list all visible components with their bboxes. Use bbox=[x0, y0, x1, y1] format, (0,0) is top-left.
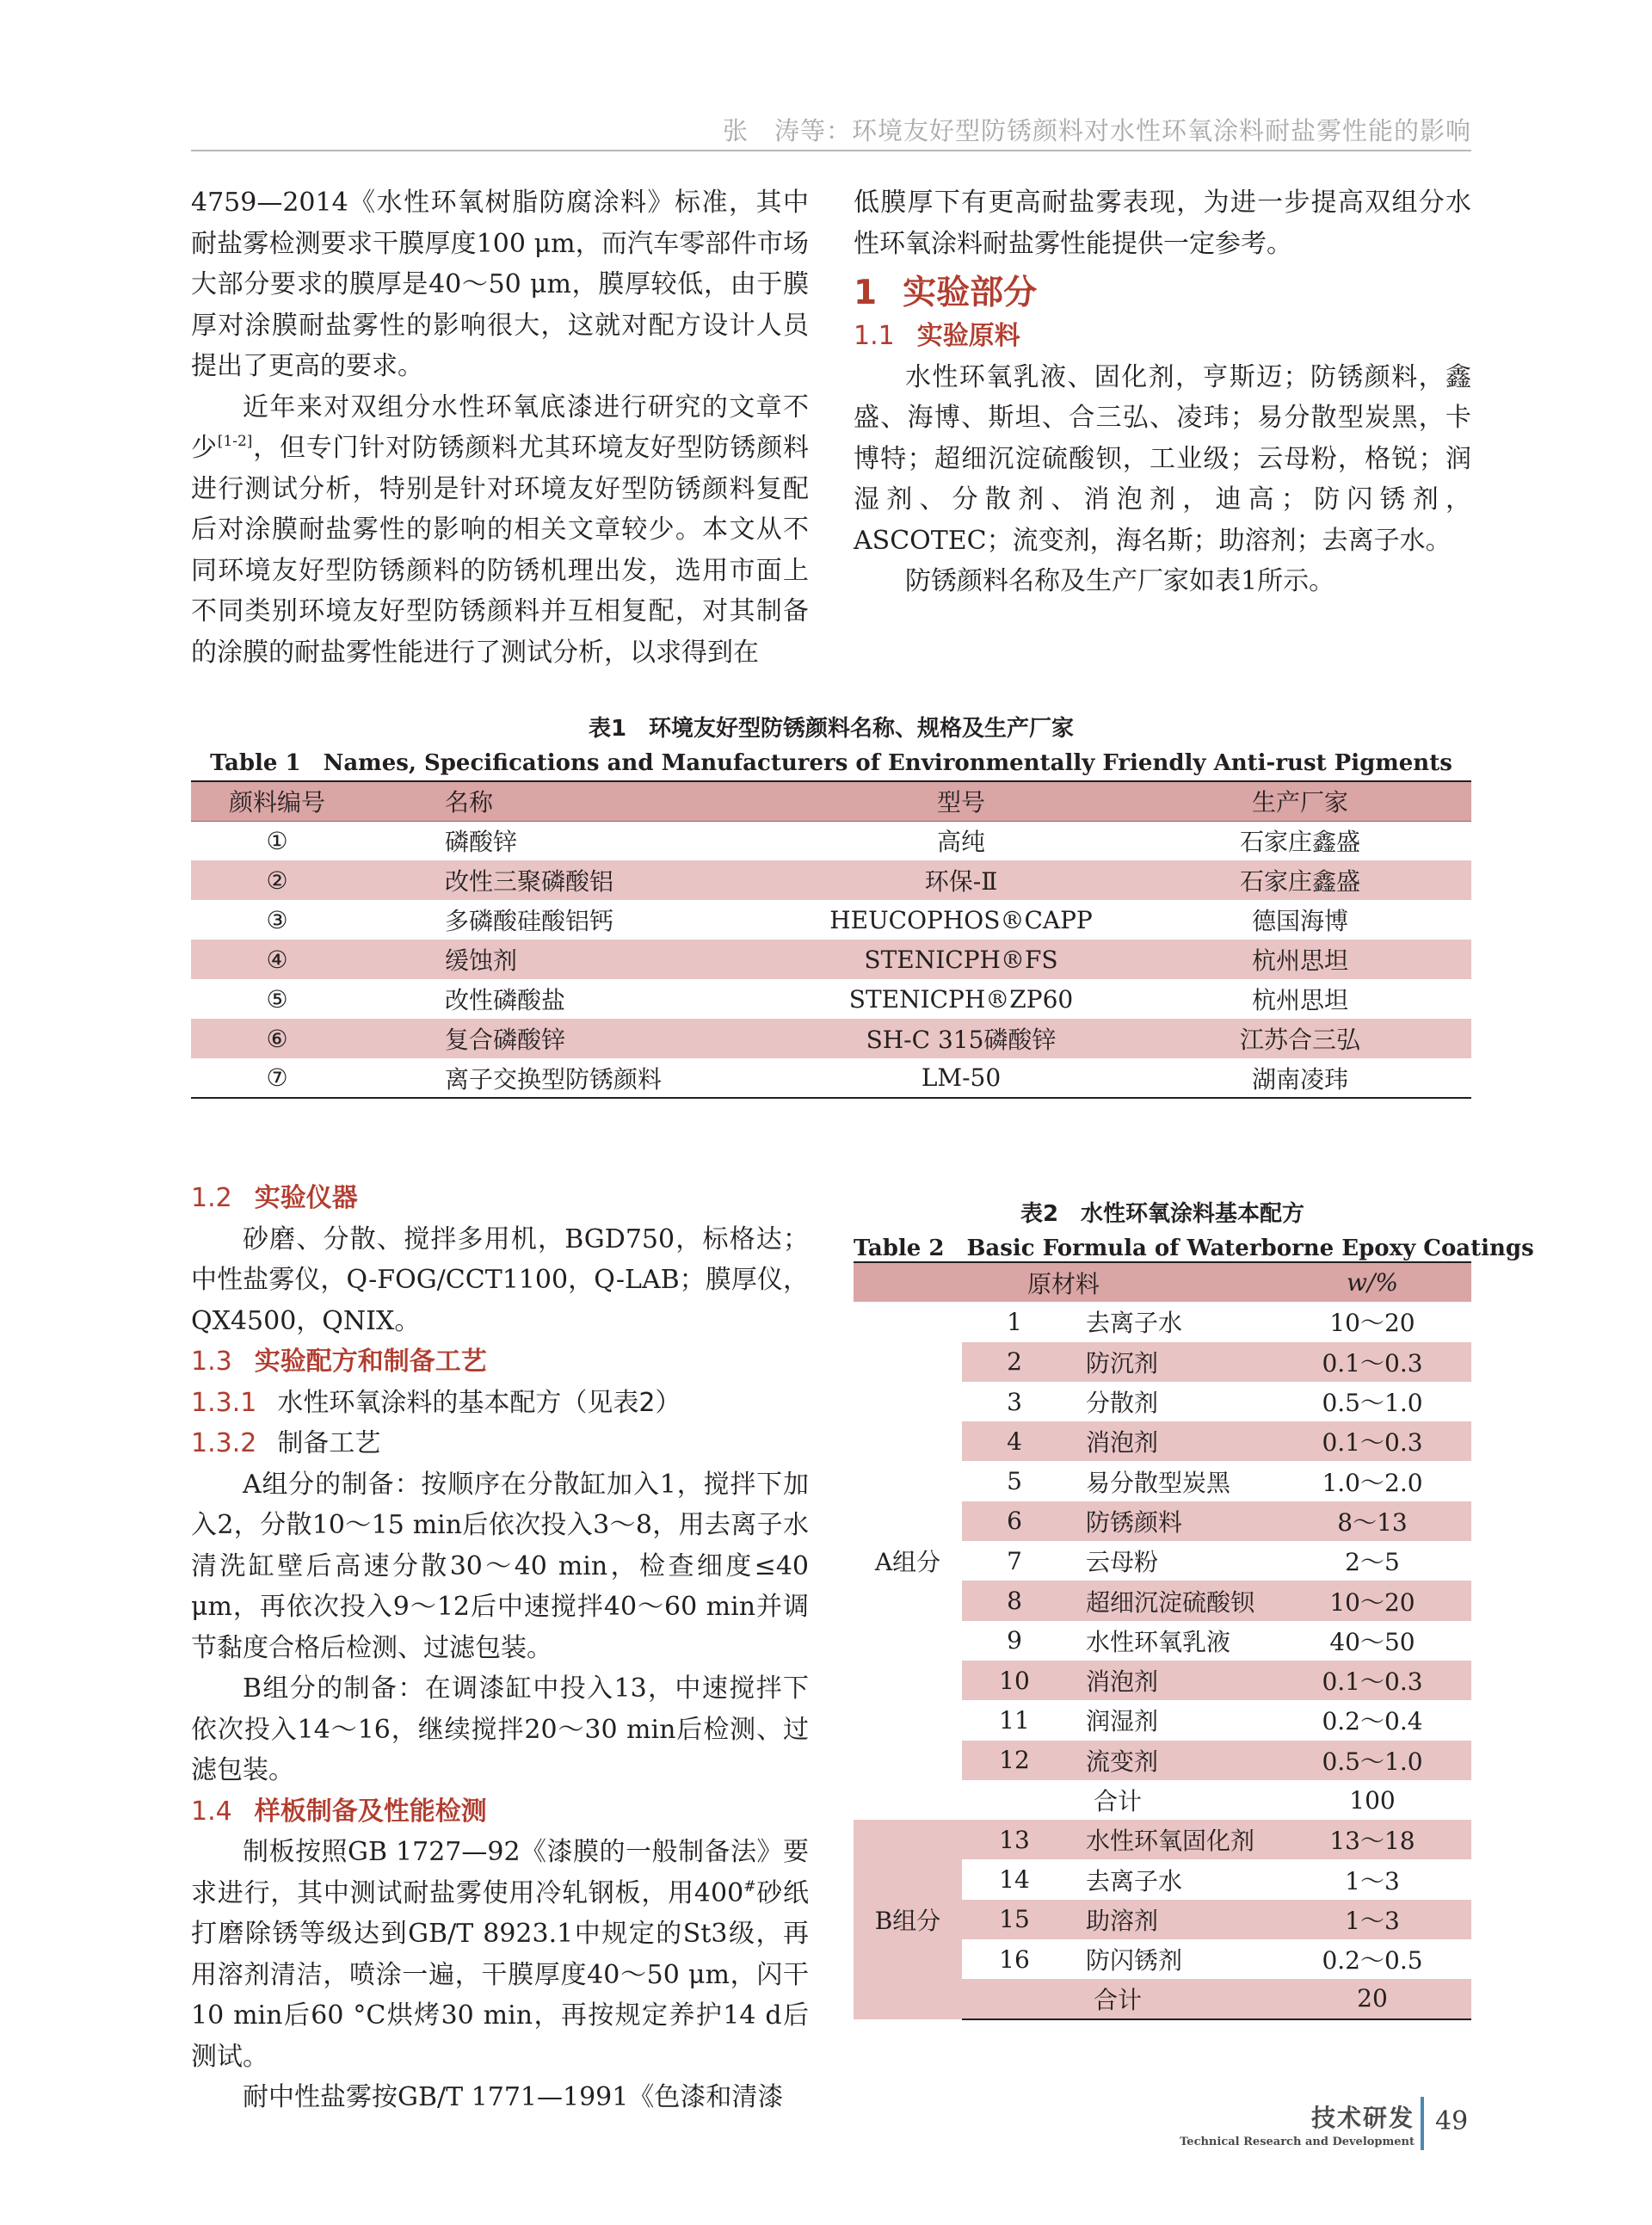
footer-section-label bbox=[1180, 2099, 1415, 2148]
table-row: ⑥ 复合磷酸锌 SH-C 315磷酸锌 江苏合三弘 bbox=[191, 1019, 1471, 1058]
column-header: w/% bbox=[1273, 1262, 1471, 1302]
table-header-row bbox=[191, 781, 1471, 821]
table-row: ⑤ 改性磷酸盐 STENICPH®ZP60 杭州思坦 bbox=[266, 984, 1348, 1014]
column-header: 生产厂家 bbox=[1129, 781, 1471, 821]
table-row: 5 易分散型炭黑 1.0～2.0 bbox=[1007, 1467, 1423, 1497]
paragraph: 砂磨、分散、搅拌多用机，BGD750，标格达；中性盐雾仪，Q-FOG/CCT1100，Q-LAB；膜厚仪，QX4500，QNIX。 bbox=[191, 1223, 809, 1336]
subsection-heading: 1.1 实验原料 bbox=[854, 321, 1020, 351]
page-number: 49 bbox=[1435, 2106, 1469, 2136]
subsection-heading: 1.4 样板制备及性能检测 bbox=[191, 1796, 487, 1827]
left-column-top bbox=[191, 182, 809, 673]
table-header-row bbox=[854, 1262, 1471, 1302]
right-column-top bbox=[854, 182, 1471, 602]
left-column-bottom bbox=[191, 1178, 809, 2118]
table-row: 15 助溶剂 1～3 bbox=[854, 1900, 1471, 1939]
group-label-b: B组分 bbox=[854, 1820, 962, 2019]
running-header-text: 张 涛等：环境友好型防锈颜料对水性环氧涂料耐盐雾性能的影响 bbox=[722, 116, 1471, 145]
table-row: 7 云母粉 2～5 bbox=[1007, 1546, 1400, 1577]
table2 bbox=[854, 1261, 1471, 2020]
table-row: B组分 13 水性环氧固化剂 13～18 bbox=[854, 1820, 1471, 1859]
subsection-heading: 1.3 实验配方和制备工艺 bbox=[191, 1347, 487, 1377]
subsubsection-heading: 1.3.2 制备工艺 bbox=[191, 1428, 381, 1458]
table-row: ④ 缓蚀剂 STENICPH®FS 杭州思坦 bbox=[191, 940, 1471, 979]
paragraph: 水性环氧乳液、固化剂，亨斯迈；防锈颜料，鑫盛、海博、斯坦、合三弘、凌玮；易分散型炭黑，卡博特；超细沉淀硫酸钡，工业级；云母粉，格锐；润湿剂、分散剂、消泡剂，迪高；防闪锈剂，ASCOTEC；流变剂，海名斯；助溶剂；去离子水。 bbox=[854, 361, 1471, 556]
paragraph: 防锈颜料名称及生产厂家如表1所示。 bbox=[905, 566, 1335, 596]
table2-caption-cn: 表2 水性环氧涂料基本配方 bbox=[1020, 1201, 1305, 1227]
paragraph: 4759—2014《水性环氧树脂防腐涂料》标准，其中耐盐雾检测要求干膜厚度100 μm，而汽车零部件市场大部分要求的膜厚是40～50 μm，膜厚较低，由于膜厚对涂膜耐盐雾性的影响很大，这就对配方设计人员提出了更高的要求。 bbox=[191, 188, 809, 381]
footer-divider bbox=[1421, 2097, 1424, 2150]
table-row: 8 超细沉淀硫酸钡 10～20 bbox=[854, 1581, 1471, 1620]
column-header: 型号 bbox=[793, 781, 1129, 821]
running-header bbox=[191, 105, 1471, 151]
table-row: 6 防锈颜料 8～13 bbox=[854, 1501, 1471, 1541]
paragraph: 耐中性盐雾按GB/T 1771—1991《色漆和清漆 bbox=[243, 2082, 784, 2112]
paragraph: 低膜厚下有更高耐盐雾表现，为进一步提高双组分水性环氧涂料耐盐雾性能提供一定参考。 bbox=[854, 188, 1471, 259]
table-row: ⑦ 离子交换型防锈颜料 LM-50 湖南凌玮 bbox=[191, 1058, 1471, 1098]
table-row: ③ 多磷酸硅酸铝钙 HEUCOPHOS®CAPP 德国海博 bbox=[266, 905, 1348, 935]
footer-section-en: Technical Research and Development bbox=[1180, 2136, 1415, 2148]
paragraph: 近年来对双组分水性环氧底漆进行研究的文章不少[1-2]，但专门针对防锈颜料尤其环境友好型防锈颜料进行测试分析，特别是针对环境友好型防锈颜料复配后对涂膜耐盐雾性的影响的相关文章较少。本文从不同环境友好型防锈颜料的防锈机理出发，选用市面上不同类别环境友好型防锈颜料并互相复配，对其制备的涂膜的耐盐雾性能进行了测试分析，以求得到在 bbox=[191, 391, 810, 668]
paragraph: 制板按照GB 1727—92《漆膜的一般制备法》要求进行，其中测试耐盐雾使用冷轧钢板，用400#砂纸打磨除锈等级达到GB/T 8923.1中规定的St3级，再用溶剂清洁，喷涂一遍，干膜厚度40～50 μm，闪干10 min后60 °C烘烤30 min，再按规定养护14 d后测试。 bbox=[191, 1837, 810, 2072]
footer-section-cn: 技术研发 bbox=[1310, 2104, 1415, 2132]
section-heading: 1 实验部分 bbox=[854, 274, 1038, 312]
table-row: 10 消泡剂 0.1～0.3 bbox=[854, 1661, 1471, 1700]
table-row: 14 去离子水 1～3 bbox=[999, 1865, 1400, 1895]
table-row: 2 防沉剂 0.1～0.3 bbox=[854, 1342, 1471, 1382]
table-row: ① 磷酸锌 高纯 石家庄鑫盛 bbox=[266, 826, 1360, 857]
table-total-row: 合计 20 bbox=[854, 1979, 1471, 2019]
column-header: 颜料编号 bbox=[191, 781, 363, 821]
citation-ref: [1-2] bbox=[217, 433, 253, 450]
table1 bbox=[191, 780, 1471, 1099]
subsection-heading: 1.2 实验仪器 bbox=[191, 1183, 358, 1213]
table-row: 12 流变剂 0.5～1.0 bbox=[854, 1741, 1471, 1780]
table1-caption-cn: 表1 环境友好型防锈颜料名称、规格及生产厂家 bbox=[588, 716, 1075, 742]
column-header: 原材料 bbox=[854, 1262, 1273, 1302]
column-header: 名称 bbox=[363, 781, 793, 821]
table-row: 3 分散剂 0.5～1.0 bbox=[1007, 1387, 1423, 1418]
table-row: 11 润湿剂 0.2～0.4 bbox=[999, 1705, 1423, 1736]
table-total-row: 合计 100 bbox=[1093, 1785, 1396, 1815]
paragraph: A组分的制备：按顺序在分散缸加入1，搅拌下加入2，分散10～15 min后依次投入3～8，用去离子水清洗缸壁后高速分散30～40 min，检查细度≤40 μm，再依次投入9～12后中速搅拌40～60 min并调节黏度合格后检测、过滤包装。 bbox=[191, 1469, 809, 1663]
subsubsection-heading: 1.3.1 水性环氧涂料的基本配方（见表2） bbox=[191, 1387, 681, 1418]
table-row: A组分 1 去离子水 10～20 bbox=[854, 1302, 1471, 1341]
table-row: 16 防闪锈剂 0.2～0.5 bbox=[999, 1945, 1423, 1975]
table-row: 4 消泡剂 0.1～0.3 bbox=[854, 1421, 1471, 1461]
group-label-a: A组分 bbox=[854, 1302, 962, 1820]
table1-caption-en: Table 1 Names, Specifications and Manufacturers of Environmentally Friendly Anti-rust Pigments bbox=[210, 750, 1452, 776]
table2-caption-en: Table 2 Basic Formula of Waterborne Epoxy Coatings bbox=[854, 1236, 1534, 1261]
table-row: ② 改性三聚磷酸铝 环保-Ⅱ 石家庄鑫盛 bbox=[191, 860, 1471, 900]
table-row: 9 水性环氧乳液 40～50 bbox=[1007, 1626, 1415, 1656]
paragraph: B组分的制备：在调漆缸中投入13，中速搅拌下依次投入14～16，继续搅拌20～30 min后检测、过滤包装。 bbox=[191, 1673, 809, 1785]
